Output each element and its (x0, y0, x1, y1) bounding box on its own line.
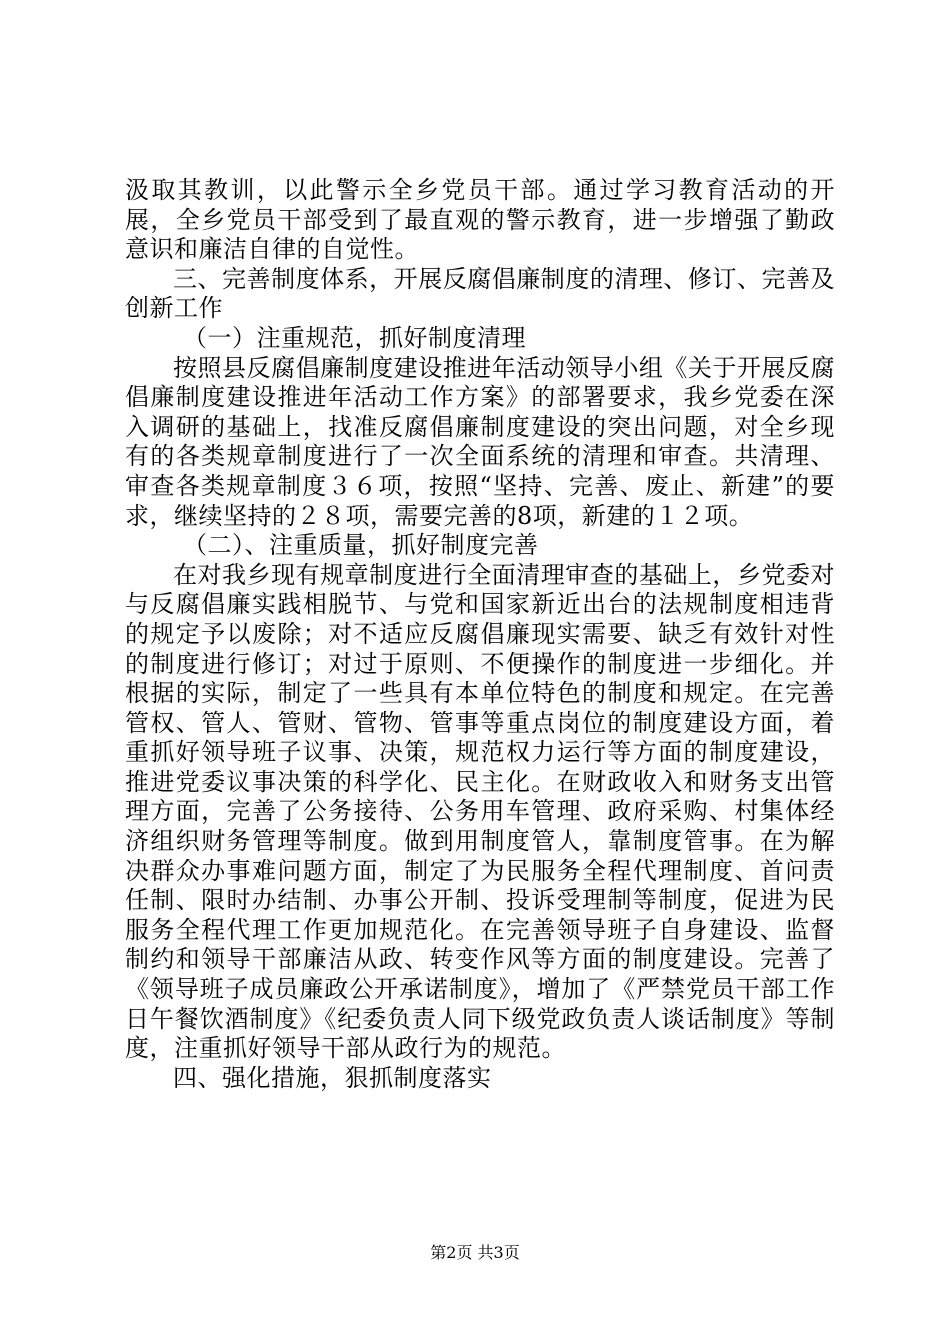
page-footer: 第2页 共3页 (430, 1243, 520, 1262)
paragraph-cleanup: 按照县反腐倡廉制度建设推进年活动领导小组《关于开展反腐倡廉制度建设推进年活动工作方案》的部署要求，我乡党委在深入调研的基础上，找准反腐倡廉制度建设的突出问题，对全乡现有的各类规章制度进行了一次全面系统的清理和审查。共清理、审查各类规章制度３６项，按照“坚持、完善、废止、新建”的要求，继续坚持的２８项，需要完善的8项，新建的１２项。 (125, 353, 835, 530)
subsection-heading-1: （一）注重规范，抓好制度清理 (183, 323, 526, 352)
document-body (125, 176, 835, 1093)
paragraph-continuation: 汲取其教训，以此警示全乡党员干部。通过学习教育活动的开展，全乡党员干部受到了最直观的警示教育，进一步增强了勤政意识和廉洁自律的自觉性。 (125, 176, 835, 264)
paragraph-improvement: 在对我乡现有规章制度进行全面清理审查的基础上，乡党委对与反腐倡廉实践相脱节、与党和国家新近出台的法规制度相违背的规定予以废除；对不适应反腐倡廉现实需要、缺乏有效针对性的制度进行修订；对过于原则、不便操作的制度进一步细化。并根据的实际，制定了一些具有本单位特色的制度和规定。在完善管权、管人、管财、管物、管事等重点岗位的制度建设方面，着重抓好领导班子议事、决策，规范权力运行等方面的制度建设，推进党委议事决策的科学化、民主化。在财政收入和财务支出管理方面，完善了公务接待、公务用车管理、政府采购、村集体经济组织财务管理等制度。做到用制度管人，靠制度管事。在为解决群众办事难问题方面，制定了为民服务全程代理制度、首问责任制、限时办结制、办事公开制、投诉受理制等制度，促进为民服务全程代理工作更加规范化。在完善领导班子自身建设、监督制约和领导干部廉洁从政、转变作风等方面的制度建设。完善了《领导班子成员廉政公开承诺制度》，增加了《严禁党员干部工作日午餐饮酒制度》《纪委负责人同下级党政负责人谈话制度》等制度，注重抓好领导干部从政行为的规范。 (125, 560, 835, 1063)
subsection-heading-2: （二）、注重质量，抓好制度完善 (183, 531, 539, 560)
section-heading-3: 三、完善制度体系，开展反腐倡廉制度的清理、修订、完善及创新工作 (125, 264, 835, 323)
section-heading-4: 四、强化措施，狠抓制度落实 (173, 1063, 492, 1092)
